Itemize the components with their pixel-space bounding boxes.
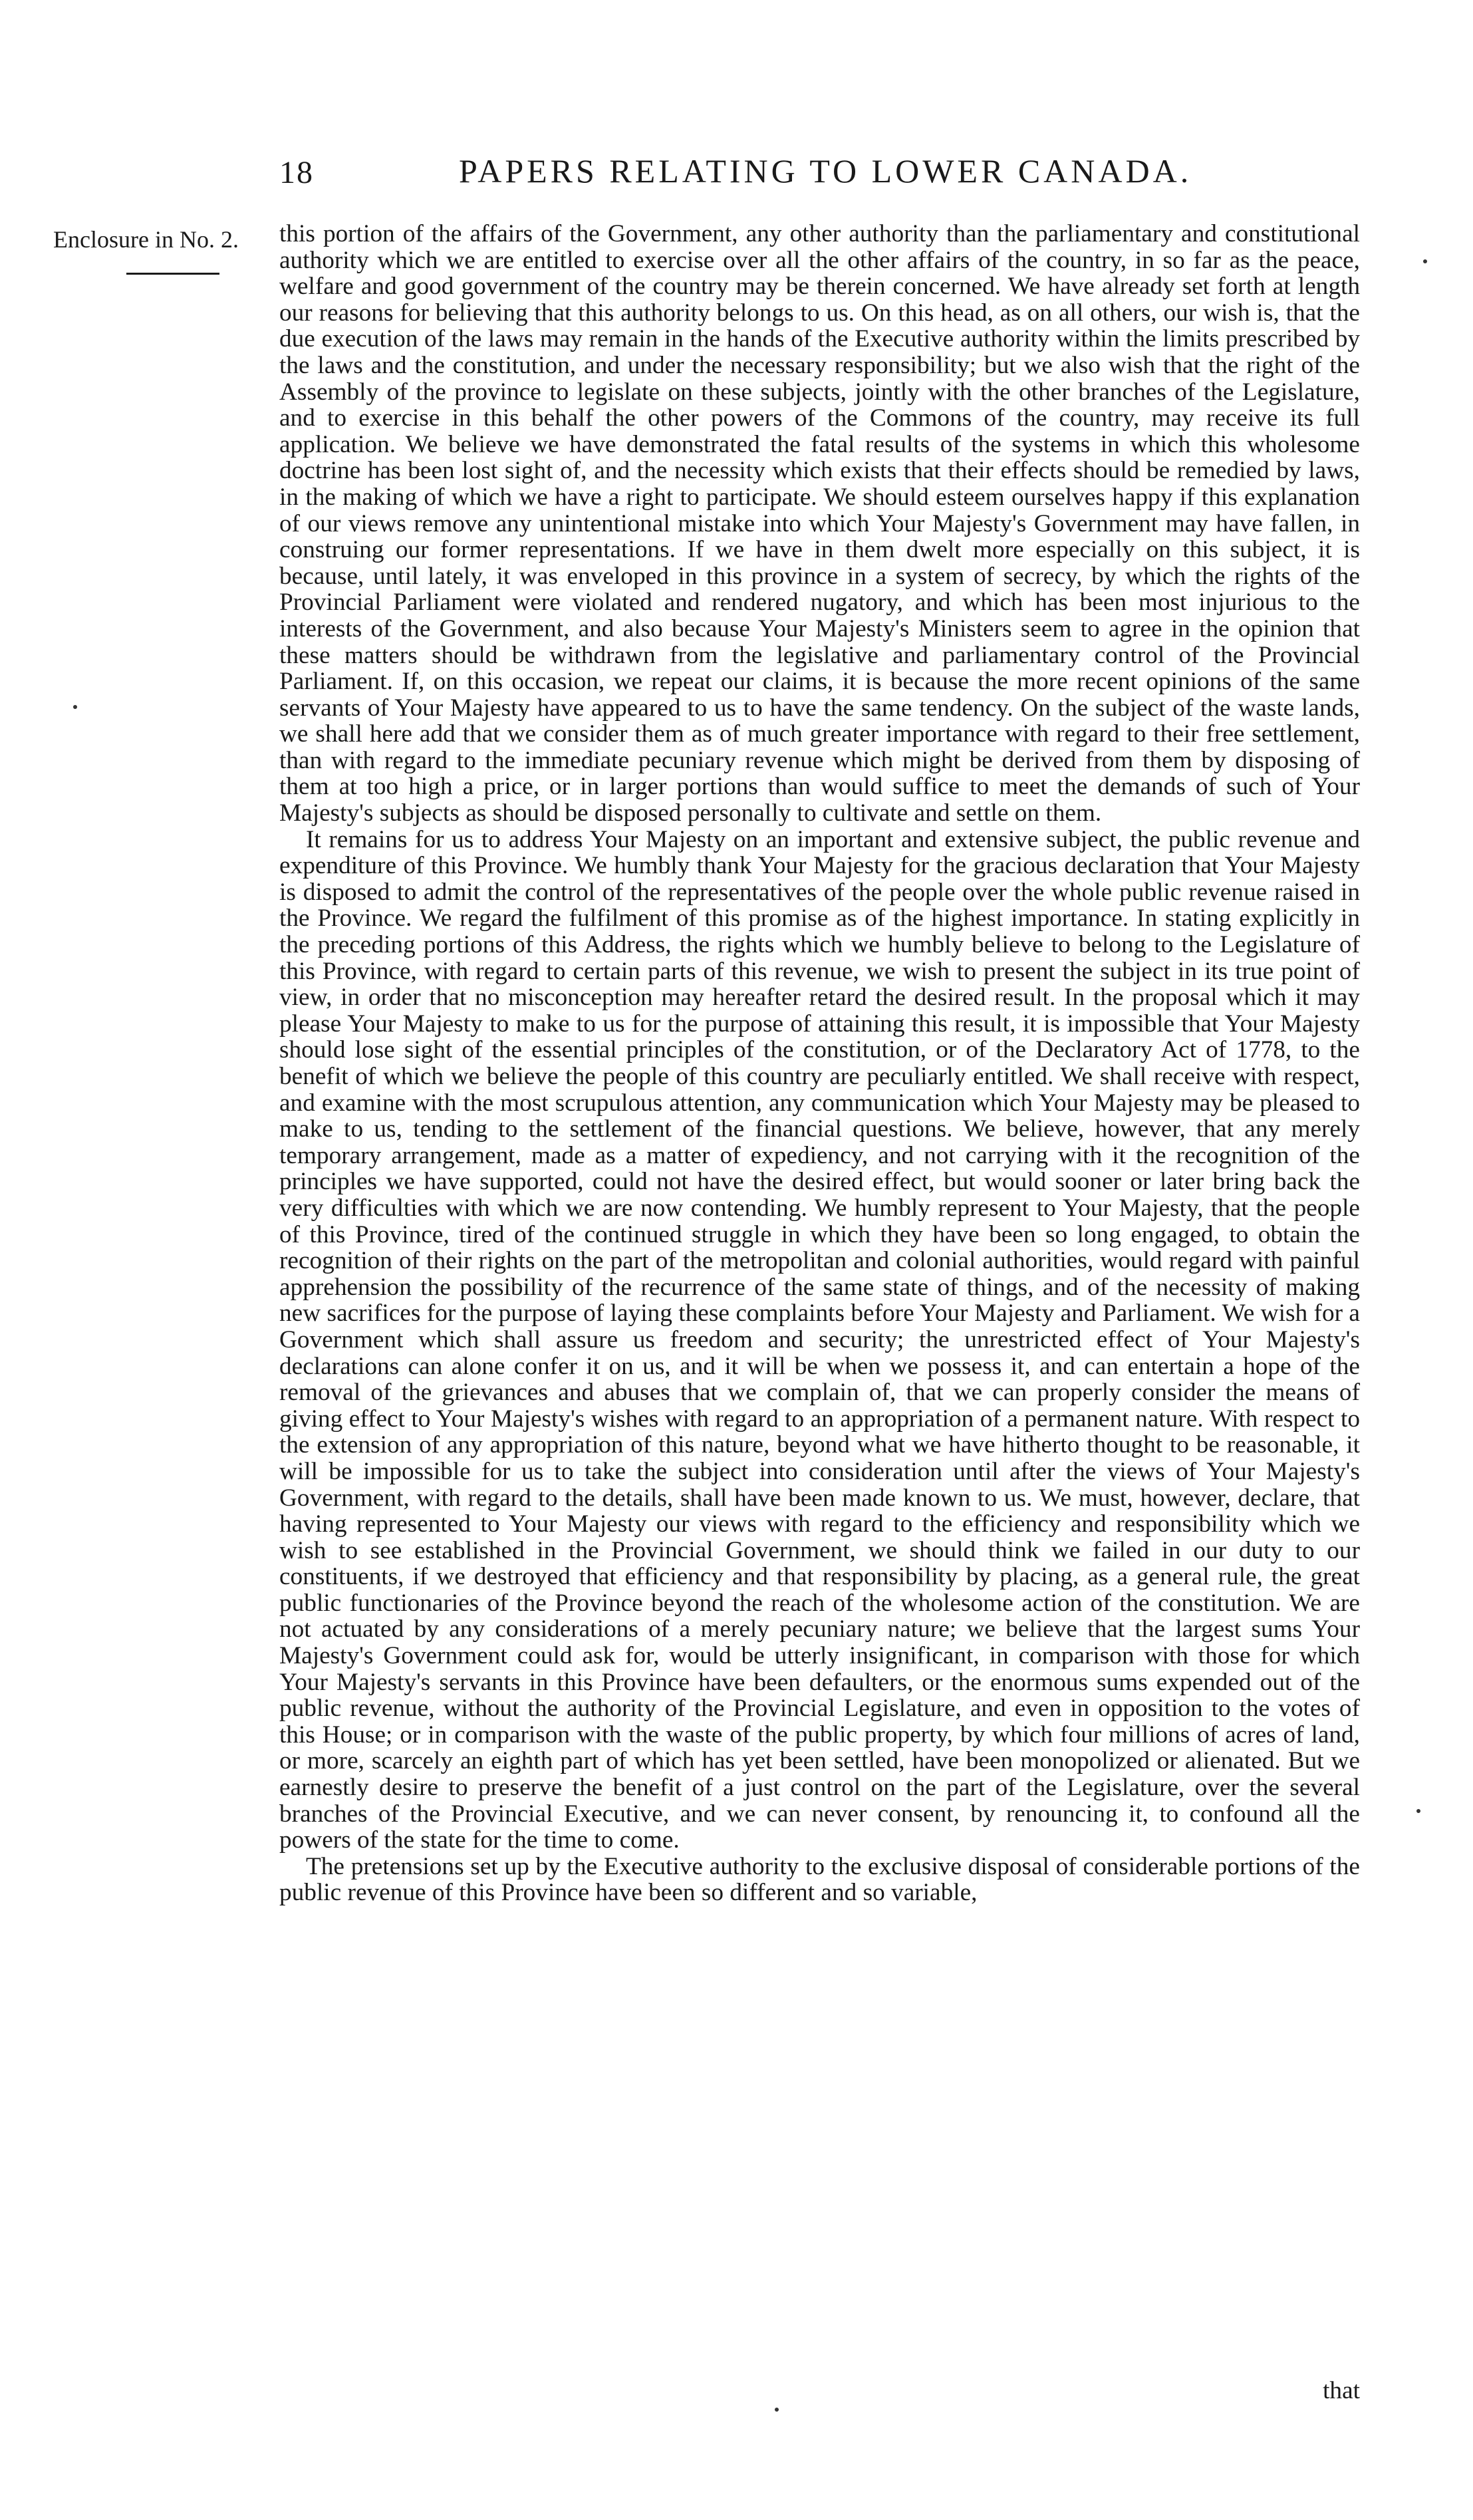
catchword: that bbox=[1323, 2377, 1360, 2404]
ink-speck bbox=[1423, 259, 1427, 263]
paragraph-1: this portion of the affairs of the Government, any other authority than the parliamentary and constitutional authority which we are entitled to exercise over all the other affairs of the country, in so far as the peace, welfare and good government of the country may be therein concerned. We have already set forth at length our reasons for believing that this authority belongs to us. On this head, as on all others, our wish is, that the due execution of the laws may remain in the hands of the Executive authority within the limits prescribed by the laws and the constitution, and under the necessary responsibility; but we also wish that the right of the Assembly of the province to legislate on these subjects, jointly with the other branches of the Legislature, and to exercise in this behalf the other powers of the Commons of the country, may receive its full application. We believe we have demonstrated the fatal results of the systems in which this wholesome doctrine has been lost sight of, and the necessity which exists that their effects should be remedied by laws, in the making of which we have a right to participate. We should esteem ourselves happy if this explanation of our views remove any unintentional mistake into which Your Majesty's Government may have fallen, in construing our former representations. If we have in them dwelt more especially on this subject, it is because, until lately, it was enveloped in this province in a system of secrecy, by which the rights of the Provincial Parliament were violated and rendered nugatory, and which has been most injurious to the interests of the Government, and also because Your Majesty's Ministers seem to agree in the opinion that these matters should be withdrawn from the legislative and parliamentary control of the Provincial Parliament. If, on this occasion, we repeat our claims, it is because the more recent opinions of the same servants of Your Majesty have appeared to us to have the same tendency. On the subject of the waste lands, we shall here add that we consider them as of much greater importance with regard to their free settlement, than with regard to the immediate pecuniary revenue which might be derived from them by disposing of them at too high a price, or in larger portions than would suffice to meet the demands of such of Your Majesty's subjects as should be disposed personally to cultivate and settle on them. bbox=[279, 220, 1360, 827]
running-title: PAPERS RELATING TO LOWER CANADA. bbox=[459, 152, 1192, 190]
ink-speck bbox=[775, 2408, 779, 2412]
paragraph-3: The pretensions set up by the Executive authority to the exclusive disposal of considerable portions of the public revenue of this Province have been so different and so variable, bbox=[279, 1852, 1360, 1907]
enclosure-margin-note: Enclosure in No. 2. bbox=[53, 226, 239, 253]
paragraph-2: It remains for us to address Your Majesty on an important and extensive subject, the public revenue and expenditure of this Province. We humbly thank Your Majesty for the gracious declaration that Your Majesty is disposed to admit the control of the representatives of the people over the whole public revenue raised in the Province. We regard the fulfilment of this promise as of the highest importance. In stating explicitly in the preceding portions of this Address, the rights which we humbly believe to belong to the Legislature of this Province, with regard to certain parts of this revenue, we wish to present the subject in its true point of view, in order that no misconception may hereafter retard the desired result. In the proposal which it may please Your Majesty to make to us for the purpose of attaining this result, it is impossible that Your Majesty should lose sight of the essential principles of the constitution, or of the Declaratory Act of 1778, to the benefit of which we believe the people of this country are peculiarly entitled. We shall receive with respect, and examine with the most scrupulous attention, any communication which Your Majesty may be pleased to make to us, tending to the settlement of the financial questions. We believe, however, that any merely temporary arrangement, made as a matter of expediency, and not carrying with it the recognition of the principles we have supported, could not have the desired effect, but would sooner or later bring back the very difficulties with which we are now contending. We humbly represent to Your Majesty, that the people of this Province, tired of the continued struggle in which they have been so long engaged, to obtain the recognition of their rights on the part of the metropolitan and colonial authorities, would regard with painful apprehension the possibility of the recurrence of the same state of things, and of the necessity of making new sacrifices for the purpose of laying these complaints before Your Majesty and Parliament. We wish for a Government which shall assure us freedom and security; the unrestricted effect of Your Majesty's declarations can alone confer it on us, and it will be when we possess it, and can entertain a hope of the removal of the grievances and abuses that we complain of, that we can properly consider the means of giving effect to Your Majesty's wishes with regard to an appropriation of a permanent nature. With respect to the extension of any appropriation of this nature, beyond what we have hitherto thought to be reasonable, it will be impossible for us to take the subject into consideration until after the views of Your Majesty's Government, with regard to the details, shall have been made known to us. We must, however, declare, that having represented to Your Majesty our views with regard to the efficiency and responsibility which we wish to see established in the Provincial Government, we should think we failed in our duty to our constituents, if we destroyed that efficiency and that responsibility by placing, as a general rule, the great public functionaries of the Province beyond the reach of the wholesome action of the constitution. We are not actuated by any considerations of a merely pecuniary nature; we believe that the largest sums Your Majesty's Government could ask for, would be utterly insignificant, in comparison with those for which Your Majesty's servants in this Province have been defaulters, or the enormous sums expended out of the public revenue, without the authority of the Provincial Legislature, and even in opposition to the votes of this House; or in comparison with the waste of the public property, by which four millions of acres of land, or more, scarcely an eighth part of which has yet been settled, have been monopolized or alienated. But we earnestly desire to preserve the benefit of a just control on the part of the Legislature, over the several branches of the Provincial Executive, and we can never consent, by renouncing it, to confound all the powers of the state for the time to come. bbox=[279, 825, 1360, 1854]
page-number: 18 bbox=[279, 155, 314, 190]
body-text bbox=[279, 221, 1360, 1906]
margin-rule bbox=[126, 273, 219, 275]
ink-speck bbox=[1416, 1809, 1420, 1813]
ink-speck bbox=[73, 705, 77, 709]
